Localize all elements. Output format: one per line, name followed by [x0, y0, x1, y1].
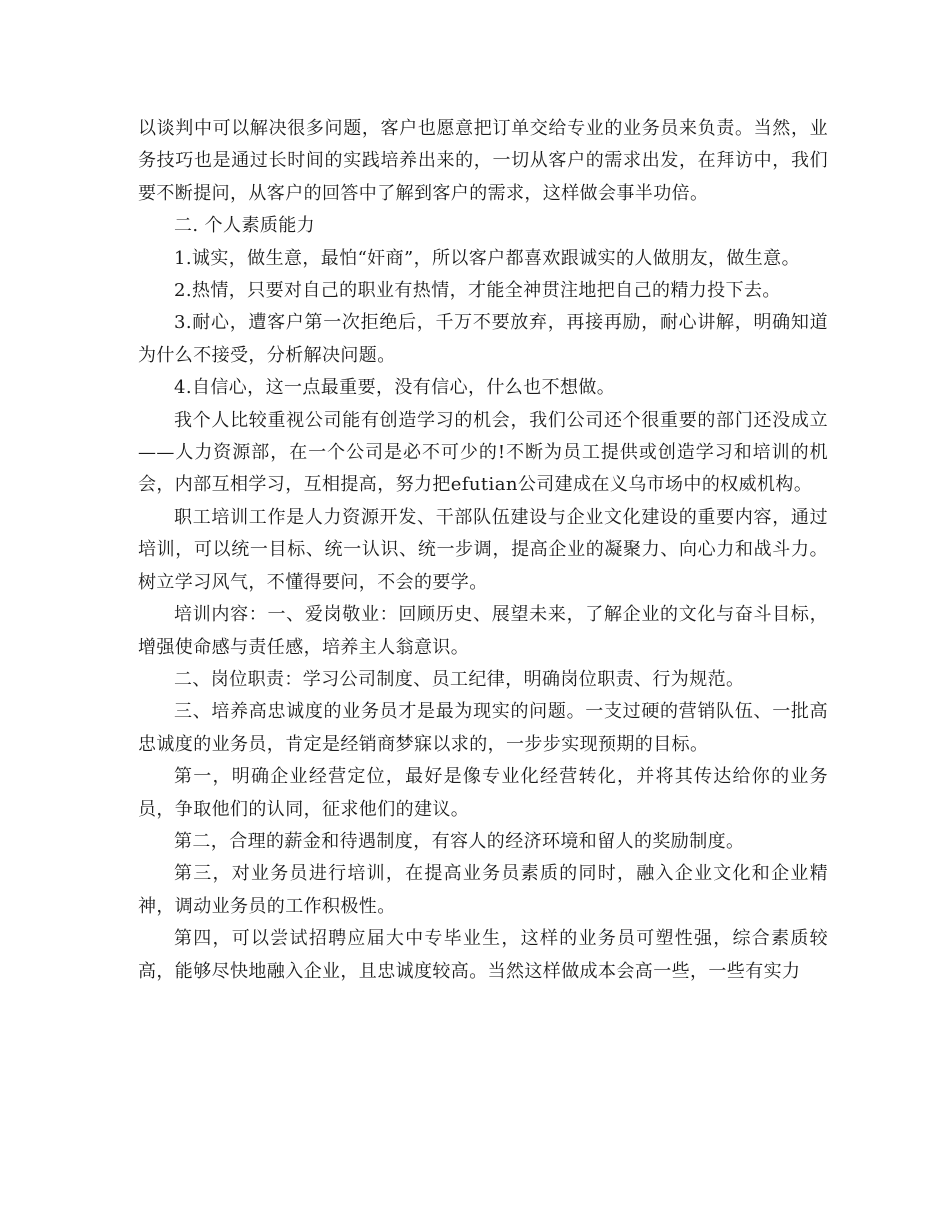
- paragraph: 第二，合理的薪金和待遇制度，有容人的经济环境和留人的奖励制度。: [174, 830, 745, 852]
- section-heading: 二. 个人素质能力: [174, 215, 316, 237]
- paragraph: 第三，对业务员进行培训，在提高业务员素质的同时，融入企业文化和企业精神，调动业务员的工作积极性。: [138, 863, 828, 917]
- paragraph: 职工培训工作是人力资源开发、干部队伍建设与企业文化建设的重要内容，通过培训，可以统一目标、统一认识、统一步调，提高企业的凝聚力、向心力和战斗力。树立学习风气，不懂得要问，不会的要学。: [138, 506, 828, 593]
- paragraph: 4.自信心，这一点最重要，没有信心，什么也不想做。: [174, 377, 616, 399]
- paragraph: 第一，明确企业经营定位，最好是像专业化经营转化，并将其传达给你的业务员，争取他们的认同，征求他们的建议。: [138, 766, 828, 820]
- paragraph: 3.耐心，遭客户第一次拒绝后，千万不要放弃，再接再励，耐心讲解，明确知道为什么不接受，分析解决问题。: [138, 312, 828, 366]
- paragraph: 1.诚实，做生意，最怕“奸商”，所以客户都喜欢跟诚实的人做朋友，做生意。: [174, 247, 800, 269]
- paragraph: 第四，可以尝试招聘应届大中专毕业生，这样的业务员可塑性强，综合素质较高，能够尽快地融入企业，且忠诚度较高。当然这样做成本会高一些，一些有实力: [138, 928, 828, 982]
- document-body: [138, 113, 828, 988]
- paragraph: 二、岗位职责：学习公司制度、员工纪律，明确岗位职责、行为规范。: [174, 668, 745, 690]
- paragraph: 三、培养高忠诚度的业务员才是最为现实的问题。一支过硬的营销队伍、一批高忠诚度的业务员，肯定是经销商梦寐以求的，一步步实现预期的目标。: [138, 701, 828, 755]
- paragraph: 2.热情，只要对自己的职业有热情，才能全神贯注地把自己的精力投下去。: [174, 280, 781, 302]
- paragraph: 我个人比较重视公司能有创造学习的机会，我们公司还个很重要的部门还没成立——人力资源部，在一个公司是必不可少的!不断为员工提供或创造学习和培训的机会，内部互相学习，互相提高，努力把efutian公司建成在义乌市场中的权威机构。: [138, 409, 828, 496]
- paragraph: 以谈判中可以解决很多问题，客户也愿意把订单交给专业的业务员来负责。当然，业务技巧也是通过长时间的实践培养出来的，一切从客户的需求出发，在拜访中，我们要不断提问，从客户的回答中了解到客户的需求，这样做会事半功倍。: [138, 118, 828, 204]
- paragraph: 培训内容：一、爱岗敬业：回顾历史、展望未来，了解企业的文化与奋斗目标，增强使命感与责任感，培养主人翁意识。: [138, 604, 828, 658]
